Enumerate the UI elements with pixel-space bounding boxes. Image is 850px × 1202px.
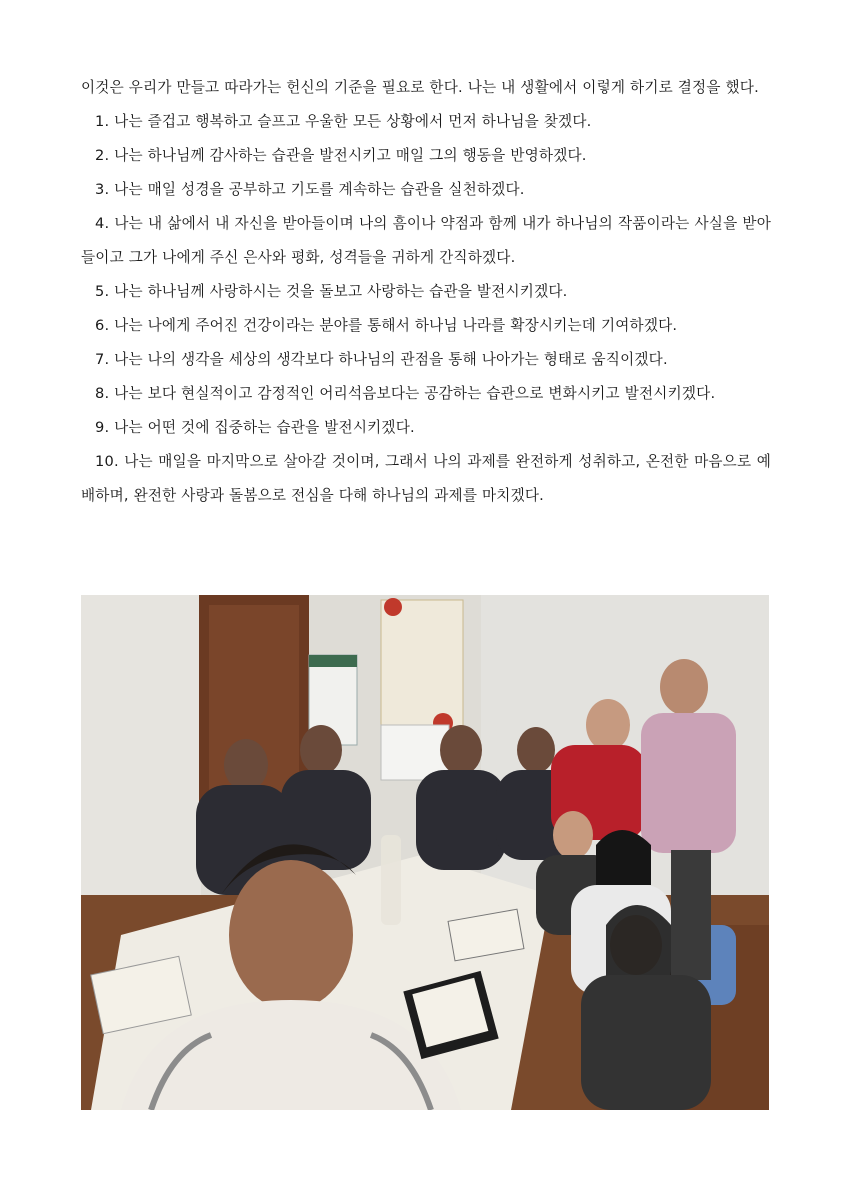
group-photo-illustration (81, 595, 769, 1110)
intro-paragraph: 이것은 우리가 만들고 따라가는 헌신의 기준을 필요로 한다. 나는 내 생활에서 이렇게 하기로 결정을 했다. (81, 79, 759, 96)
resolution-item-8: 8. 나는 보다 현실적이고 감정적인 어리석음보다는 공감하는 습관으로 변화시키고 발전시키겠다. (95, 385, 716, 402)
resolution-item-4: 4. 나는 내 삶에서 내 자신을 받아들이며 나의 흠이나 약점과 함께 내가 하나님의 작품이라는 사실을 받아들이고 그가 나에게 주신 은사와 평화, 성격들을 귀하게 간직하겠다. (81, 215, 771, 266)
resolution-item-7: 7. 나는 나의 생각을 세상의 생각보다 하나님의 관점을 통해 나아가는 형태로 움직이겠다. (95, 351, 668, 368)
resolution-item-3: 3. 나는 매일 성경을 공부하고 기도를 계속하는 습관을 실천하겠다. (95, 181, 525, 198)
resolution-item-9: 9. 나는 어떤 것에 집중하는 습관을 발전시키겠다. (95, 419, 415, 436)
document-body (81, 71, 771, 513)
resolution-item-1: 1. 나는 즐겁고 행복하고 슬프고 우울한 모든 상황에서 먼저 하나님을 찾겠다. (95, 113, 592, 130)
resolution-item-10: 10. 나는 매일을 마지막으로 살아갈 것이며, 그래서 나의 과제를 완전하게 성취하고, 온전한 마음으로 예배하며, 완전한 사랑과 돌봄으로 전심을 다해 하나님의 과제를 마치겠다. (81, 453, 771, 504)
resolution-item-6: 6. 나는 나에게 주어진 건강이라는 분야를 통해서 하나님 나라를 확장시키는데 기여하겠다. (95, 317, 678, 334)
resolution-item-2: 2. 나는 하나님께 감사하는 습관을 발전시키고 매일 그의 행동을 반영하겠다. (95, 147, 587, 164)
resolution-item-5: 5. 나는 하나님께 사랑하시는 것을 돌보고 사랑하는 습관을 발전시키겠다. (95, 283, 568, 300)
group-photo (81, 595, 769, 1110)
